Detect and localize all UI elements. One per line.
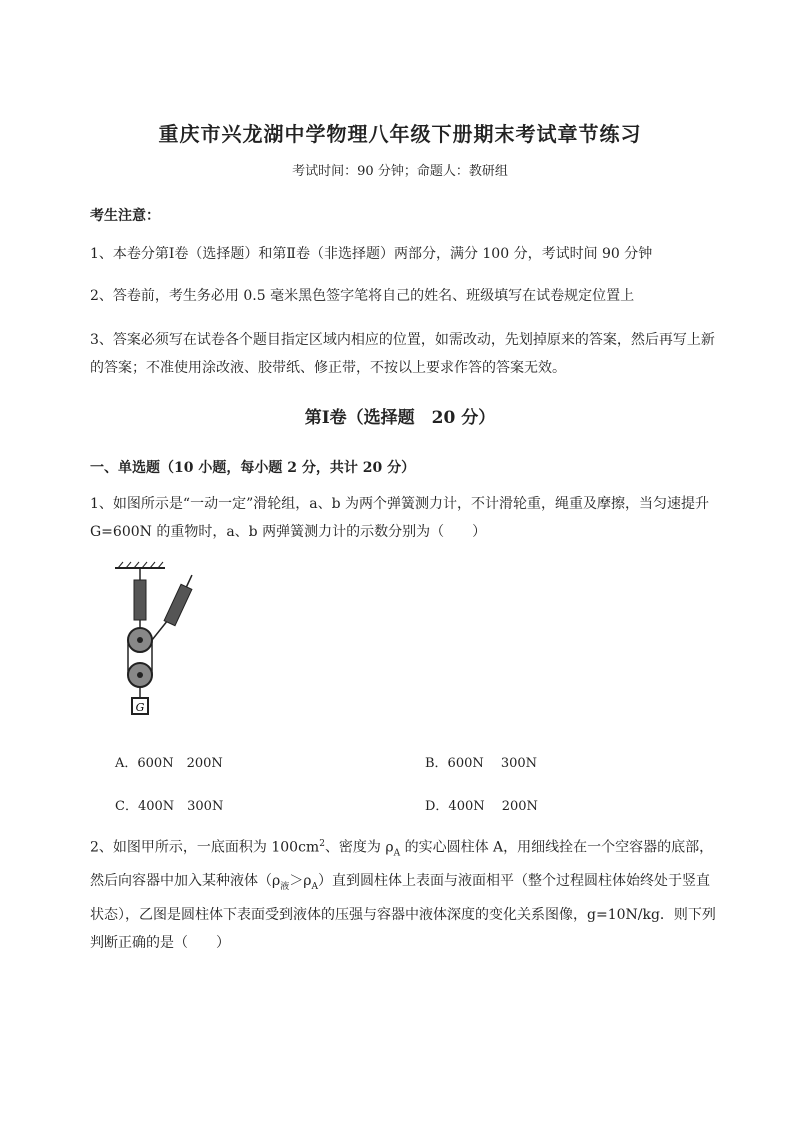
weight-label: G [135, 701, 145, 714]
notice-item: 3、答案必须写在试卷各个题目指定区域内相应的位置，如需改动，先划掉原来的答案，然后再写上新的答案；不准使用涂改液、胶带纸、修正带，不按以上要求作答的答案无效。 [90, 332, 715, 376]
spring-scale-b [164, 573, 197, 626]
spring-scale-a [134, 580, 146, 620]
notice-item: 2、答卷前，考生务必用 0.5 毫米黑色签字笔将自己的姓名、班级填写在试卷规定位置上 [90, 288, 635, 304]
q1-option-c[interactable]: C．400N 300N [115, 799, 224, 814]
exam-info: 考试时间：90 分钟；命题人：教研组 [292, 164, 508, 179]
pulley-figure [110, 560, 200, 720]
section-title: 第Ⅰ卷（选择题 20 分） [304, 408, 496, 428]
question-2-text: 2、如图甲所示，一底面积为 $100cm^2$、密度为 $\rho_A$ 的实心圆柱体 A，用细线拴在一个空容器的底部，然后向容器中加入某种液体$(\rho_液>\rho_A)$直到圆柱体上表面与液面相平（整个过程圆柱体始终处于竖直状态），乙图是圆柱体下表面受到液体的压强与容器中液体深度的变化关系图像，g=10N/kg．则下列判断正确的是（ ） [90, 839, 716, 952]
q1-option-a[interactable]: A．600N 200N [115, 756, 223, 771]
q1-option-b[interactable]: B．600N 300N [425, 756, 538, 771]
q1-option-d[interactable]: D．400N 200N [425, 799, 538, 814]
notice-heading: 考生注意： [90, 208, 160, 224]
question-1-text: 1、如图所示是“一动一定”滑轮组，a、b 为两个弹簧测力计，不计滑轮重，绳重及摩擦，当匀速提升 G=600N 的重物时，a、b 两弹簧测力计的示数分别为（ ） [90, 496, 709, 540]
part-heading: 一、单选题（10 小题，每小题 2 分，共计 20 分） [90, 460, 416, 476]
notice-item: 1、本卷分第Ⅰ卷（选择题）和第Ⅱ卷（非选择题）两部分，满分 100 分，考试时间 90 分钟 [90, 246, 653, 262]
page-title: 重庆市兴龙湖中学物理八年级下册期末考试章节练习 [158, 122, 642, 146]
